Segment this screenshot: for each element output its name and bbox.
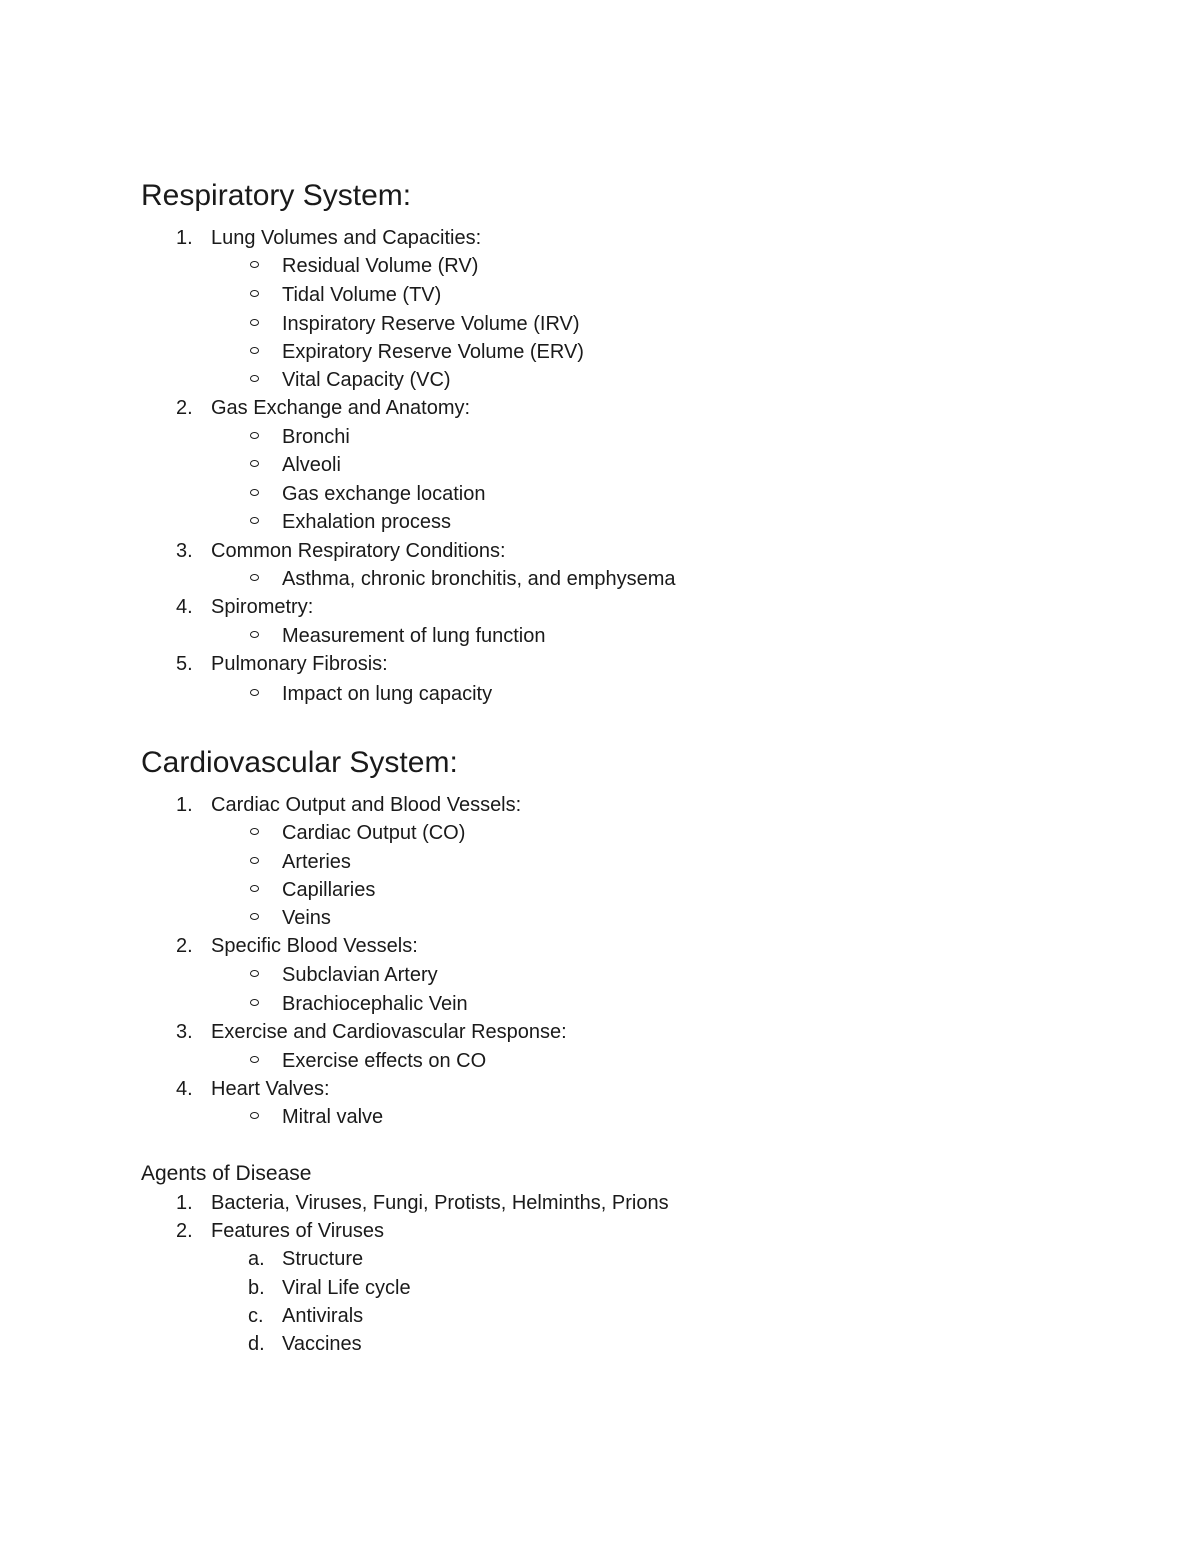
list-item xyxy=(248,908,331,928)
list-item-label: Features of Viruses xyxy=(211,1220,385,1242)
list-item xyxy=(248,880,375,900)
agents-item-2 xyxy=(176,1221,384,1241)
list-number: 1. xyxy=(176,794,193,816)
list-item-text: Brachiocephalic Vein xyxy=(282,993,468,1015)
list-item-label: Common Respiratory Conditions: xyxy=(211,540,506,562)
list-item-text: Gas exchange location xyxy=(282,483,486,505)
list-item xyxy=(248,370,451,390)
agents-heading: Agents of Disease xyxy=(141,1162,312,1185)
list-item-text: Impact on lung capacity xyxy=(282,683,493,705)
list-item-text: Inspiratory Reserve Volume (IRV) xyxy=(282,313,580,335)
list-item xyxy=(248,455,341,475)
list-item-label: Spirometry: xyxy=(211,596,314,618)
list-item xyxy=(248,1249,363,1269)
list-item-label: Gas Exchange and Anatomy: xyxy=(211,397,471,419)
respiratory-item-1 xyxy=(176,228,481,248)
list-item xyxy=(248,484,485,504)
list-item-text: Measurement of lung function xyxy=(282,625,546,647)
list-item-label: Lung Volumes and Capacities: xyxy=(211,227,482,249)
list-item xyxy=(248,314,580,334)
list-item-text: Viral Life cycle xyxy=(282,1277,411,1299)
list-item xyxy=(248,626,546,646)
cardiovascular-item-4 xyxy=(176,1079,330,1099)
list-number: 2. xyxy=(176,935,193,957)
respiratory-item-5 xyxy=(176,654,388,674)
list-item xyxy=(248,965,438,985)
list-item-text: Alveoli xyxy=(282,454,341,476)
list-item xyxy=(248,852,351,872)
list-item-text: Veins xyxy=(282,907,331,929)
list-number: 2. xyxy=(176,1220,193,1242)
list-letter: c. xyxy=(248,1305,264,1327)
list-number: 2. xyxy=(176,397,193,419)
list-item-label: Heart Valves: xyxy=(211,1078,330,1100)
list-item xyxy=(248,285,441,305)
list-item xyxy=(248,569,676,589)
list-number: 1. xyxy=(176,227,193,249)
list-item-text: Vaccines xyxy=(282,1333,362,1355)
cardiovascular-item-1 xyxy=(176,795,521,815)
list-item-text: Capillaries xyxy=(282,879,376,901)
respiratory-item-2 xyxy=(176,398,470,418)
list-item-label: Bacteria, Viruses, Fungi, Protists, Helminths, Prions xyxy=(211,1192,669,1214)
list-number: 4. xyxy=(176,596,193,618)
list-number: 4. xyxy=(176,1078,193,1100)
list-item xyxy=(248,256,478,276)
list-item xyxy=(248,1306,363,1326)
cardiovascular-item-3 xyxy=(176,1022,567,1042)
list-item-text: Cardiac Output (CO) xyxy=(282,822,466,844)
respiratory-item-3 xyxy=(176,541,506,561)
list-number: 1. xyxy=(176,1192,193,1214)
agents-item-1 xyxy=(176,1193,669,1213)
list-number: 3. xyxy=(176,540,193,562)
cardiovascular-heading: Cardiovascular System: xyxy=(141,746,458,779)
list-item-text: Asthma, chronic bronchitis, and emphysema xyxy=(282,568,676,590)
list-item-text: Arteries xyxy=(282,851,351,873)
list-item-text: Expiratory Reserve Volume (ERV) xyxy=(282,341,584,363)
list-letter: d. xyxy=(248,1333,265,1355)
list-number: 5. xyxy=(176,653,193,675)
list-item-text: Antivirals xyxy=(282,1305,364,1327)
list-item-text: Exhalation process xyxy=(282,511,451,533)
respiratory-item-4 xyxy=(176,597,313,617)
list-letter: b. xyxy=(248,1277,265,1299)
list-item xyxy=(248,684,492,704)
cardiovascular-item-2 xyxy=(176,936,418,956)
list-item-text: Residual Volume (RV) xyxy=(282,255,479,277)
list-item xyxy=(248,1278,411,1298)
list-item-label: Specific Blood Vessels: xyxy=(211,935,418,957)
list-item-text: Bronchi xyxy=(282,426,350,448)
list-item-text: Mitral valve xyxy=(282,1106,384,1128)
list-item xyxy=(248,342,584,362)
list-item-text: Vital Capacity (VC) xyxy=(282,369,451,391)
list-item xyxy=(248,1107,383,1127)
list-item-label: Exercise and Cardiovascular Response: xyxy=(211,1021,567,1043)
list-item xyxy=(248,512,451,532)
list-item xyxy=(248,994,468,1014)
list-item xyxy=(248,1334,362,1354)
list-item-label: Pulmonary Fibrosis: xyxy=(211,653,388,675)
list-item xyxy=(248,1051,486,1071)
list-item-text: Tidal Volume (TV) xyxy=(282,284,442,306)
list-item-text: Exercise effects on CO xyxy=(282,1050,487,1072)
list-item-text: Subclavian Artery xyxy=(282,964,438,986)
list-number: 3. xyxy=(176,1021,193,1043)
list-item-text: Structure xyxy=(282,1248,364,1270)
list-item xyxy=(248,823,465,843)
list-item xyxy=(248,427,350,447)
respiratory-heading: Respiratory System: xyxy=(141,179,412,212)
list-item-label: Cardiac Output and Blood Vessels: xyxy=(211,794,522,816)
list-letter: a. xyxy=(248,1248,265,1270)
